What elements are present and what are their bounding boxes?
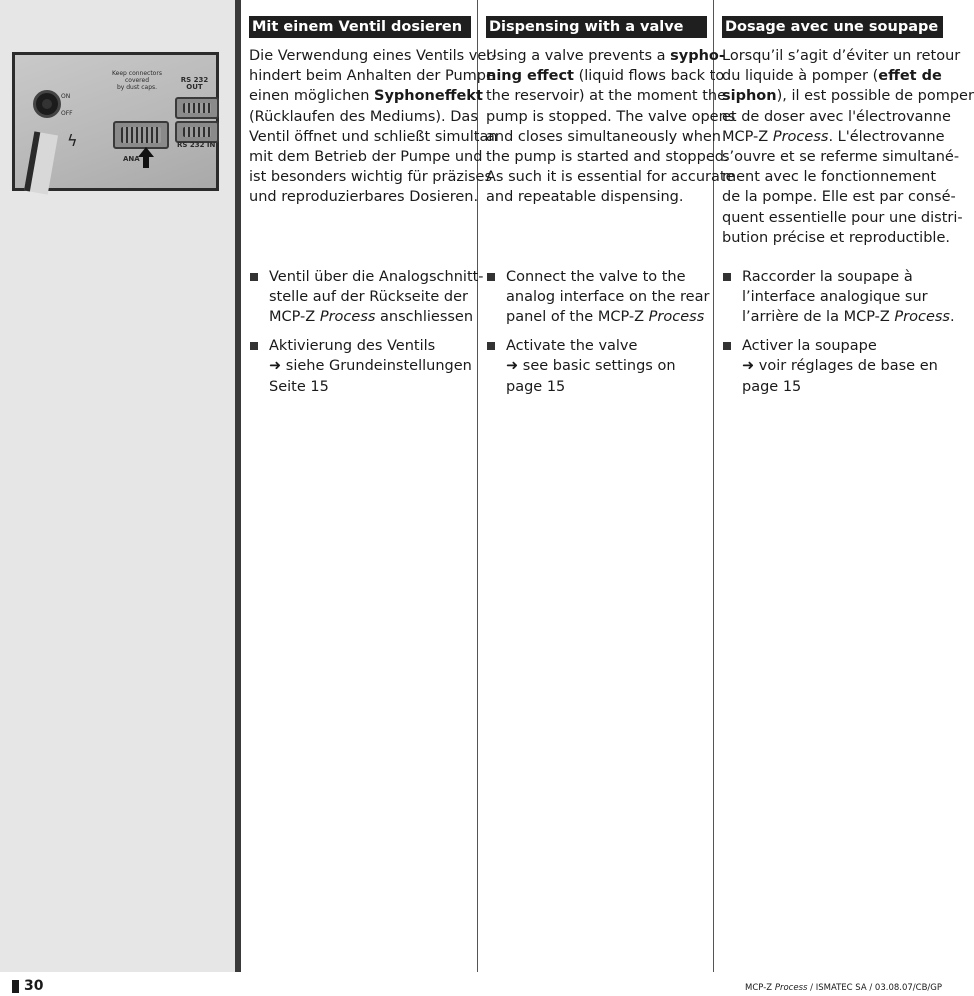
text-run: ment avec le fonctionnement bbox=[722, 169, 937, 186]
bullet-square-icon bbox=[487, 273, 495, 281]
bullet-text bbox=[742, 267, 955, 328]
paragraph-line bbox=[249, 187, 498, 207]
paragraph-line bbox=[486, 46, 735, 66]
text-run: pump is stopped. The valve opens bbox=[486, 108, 736, 125]
bullet-line bbox=[742, 307, 955, 327]
paragraph-line bbox=[249, 127, 498, 147]
bullet-square-icon bbox=[250, 273, 258, 281]
text-run: voir réglages de base en bbox=[754, 358, 938, 375]
paragraph-en bbox=[486, 46, 735, 208]
bullet-line bbox=[269, 377, 472, 397]
bullet-line bbox=[742, 377, 938, 397]
text-run: Die Verwendung eines Ventils ver- bbox=[249, 48, 497, 64]
text-run: the reservoir) at the moment the bbox=[486, 88, 727, 105]
italic-term: Process bbox=[648, 309, 705, 326]
text-run: quent essentielle pour une distri- bbox=[722, 209, 963, 226]
text-run: MCP-Z bbox=[269, 309, 320, 326]
text-run: the pump is started and stopped. bbox=[486, 149, 729, 166]
bullet-text bbox=[506, 336, 676, 397]
bullet-text bbox=[742, 336, 938, 397]
italic-term: Process bbox=[772, 128, 829, 145]
bullet-line bbox=[506, 287, 709, 307]
paragraph-line bbox=[486, 86, 735, 106]
text-run: ), il est possible de pomper bbox=[776, 88, 974, 105]
bullet-line bbox=[269, 356, 472, 376]
power-cable-icon bbox=[24, 131, 58, 194]
text-run: Connect the valve to the bbox=[506, 269, 686, 285]
arrow-right-icon: ➜ bbox=[742, 358, 755, 375]
text-run: l’interface analogique sur bbox=[742, 289, 928, 306]
bullet-line bbox=[506, 307, 709, 327]
text-run: page 15 bbox=[742, 378, 802, 395]
footer-reference bbox=[745, 983, 942, 993]
footer-meta: / ISMATEC SA / 03.08.07/CB/GP bbox=[807, 983, 942, 993]
text-run: du liquide à pomper ( bbox=[722, 68, 879, 85]
bullet-line bbox=[269, 267, 484, 287]
text-run: (Rücklaufen des Mediums). Das bbox=[249, 108, 478, 125]
text-run: ist besonders wichtig für präzises bbox=[249, 169, 493, 186]
text-run: Ventil öffnet und schließt simultan bbox=[249, 128, 498, 145]
photo-keep-connectors-label: Keep connectors covered by dust caps. bbox=[112, 70, 162, 91]
paragraph-line bbox=[722, 228, 974, 248]
bullet-text bbox=[506, 267, 709, 328]
text-run: einen möglichen bbox=[249, 88, 374, 105]
paragraph-line bbox=[722, 187, 974, 207]
paragraph-line bbox=[249, 147, 498, 167]
bullet-square-icon bbox=[723, 273, 731, 281]
bullet-line bbox=[742, 356, 938, 376]
analog-connector-icon bbox=[113, 121, 169, 149]
bullet-line bbox=[269, 336, 472, 356]
bullet-square-icon bbox=[250, 342, 258, 350]
rs232-in-connector-icon bbox=[175, 121, 219, 143]
paragraph-line bbox=[249, 66, 498, 86]
bold-term: sypho- bbox=[670, 48, 725, 64]
paragraph-line bbox=[486, 107, 735, 127]
bold-term: effet de bbox=[878, 68, 942, 85]
paragraph-line bbox=[249, 86, 498, 106]
page-number: 30 bbox=[24, 978, 44, 994]
text-run: siehe Grundeinstellungen bbox=[281, 358, 472, 375]
photo-on-label: ON bbox=[61, 93, 71, 100]
paragraph-line bbox=[722, 127, 974, 147]
text-run: stelle auf der Rückseite der bbox=[269, 289, 469, 306]
bullet-text bbox=[269, 267, 484, 328]
text-run: mit dem Betrieb der Pumpe und bbox=[249, 149, 483, 166]
text-run: Aktivierung des Ventils bbox=[269, 338, 436, 355]
text-run: de la pompe. Elle est par consé- bbox=[722, 189, 956, 206]
arrow-right-icon: ➜ bbox=[506, 358, 519, 375]
column-divider-thick bbox=[235, 0, 241, 972]
text-run: und reproduzierbares Dosieren. bbox=[249, 189, 479, 206]
text-run: analog interface on the rear bbox=[506, 289, 710, 306]
paragraph-line bbox=[722, 86, 974, 106]
bullet-line bbox=[506, 377, 676, 397]
column-heading-fr: Dosage avec une soupape bbox=[722, 16, 943, 38]
lightning-icon: ϟ bbox=[67, 131, 78, 150]
bullet-line bbox=[742, 267, 955, 287]
text-run: As such it is essential for accurate bbox=[486, 169, 735, 186]
page-marker bbox=[12, 980, 19, 993]
bullet-line bbox=[269, 287, 484, 307]
photo-rs232-out-label: RS 232 OUT bbox=[180, 76, 209, 91]
footer-product: MCP-Z bbox=[745, 983, 775, 993]
bold-term: Syphoneffekt bbox=[374, 88, 483, 105]
text-run: et de doser avec l'électrovanne bbox=[722, 108, 951, 125]
bold-term: ning effect bbox=[486, 68, 574, 85]
paragraph-line bbox=[722, 147, 974, 167]
paragraph-line bbox=[722, 208, 974, 228]
text-run: and repeatable dispensing. bbox=[486, 189, 684, 206]
paragraph-line bbox=[249, 46, 498, 66]
bullet-text bbox=[269, 336, 472, 397]
italic-term: Process bbox=[319, 309, 376, 326]
bullet-line bbox=[506, 336, 676, 356]
bullet-line bbox=[506, 267, 709, 287]
photo-analog-label: ANA bbox=[123, 155, 140, 163]
photo-off-label: OFF bbox=[61, 110, 73, 117]
text-run: Ventil über die Analogschnitt- bbox=[269, 269, 484, 285]
bullet-square-icon bbox=[487, 342, 495, 350]
paragraph-line bbox=[722, 46, 974, 66]
paragraph-line bbox=[249, 167, 498, 187]
paragraph-line bbox=[486, 127, 735, 147]
photo-rs232-in-label: RS 232 IN bbox=[177, 141, 216, 149]
rs232-out-connector-icon bbox=[175, 97, 219, 119]
bullet-line bbox=[742, 287, 955, 307]
column-heading-de: Mit einem Ventil dosieren bbox=[249, 16, 471, 38]
text-run: s’ouvre et se referme simultané- bbox=[722, 149, 960, 166]
text-run: hindert beim Anhalten der Pumpe bbox=[249, 68, 495, 85]
text-run: Using a valve prevents a bbox=[486, 48, 671, 64]
rear-panel-photo bbox=[12, 52, 219, 191]
footer-product-italic: Process bbox=[774, 983, 808, 993]
column-heading-en: Dispensing with a valve bbox=[486, 16, 707, 38]
paragraph-fr bbox=[722, 46, 974, 248]
bullet-line bbox=[506, 356, 676, 376]
paragraph-line bbox=[486, 187, 735, 207]
text-run: MCP-Z bbox=[722, 128, 773, 145]
paragraph-de bbox=[249, 46, 498, 208]
text-run: (liquid flows back to bbox=[573, 68, 725, 85]
italic-term: Process bbox=[894, 309, 950, 326]
text-run: bution précise et reproductible. bbox=[722, 229, 950, 246]
text-run: see basic settings on bbox=[518, 358, 676, 375]
bullet-line bbox=[269, 307, 484, 327]
text-run: Activer la soupape bbox=[742, 338, 877, 355]
paragraph-line bbox=[722, 167, 974, 187]
text-run: Lorsqu’il s’agit d’éviter un retour bbox=[722, 48, 961, 64]
paragraph-line bbox=[486, 66, 735, 86]
bold-term: siphon bbox=[722, 88, 777, 105]
text-run: . L'électrovanne bbox=[828, 128, 945, 145]
power-switch-icon bbox=[33, 90, 61, 118]
arrow-up-icon-stem bbox=[143, 156, 149, 168]
paragraph-line bbox=[722, 66, 974, 86]
text-run: page 15 bbox=[506, 378, 566, 395]
text-run: Raccorder la soupape à bbox=[742, 269, 913, 285]
paragraph-line bbox=[486, 147, 735, 167]
text-run: and closes simultaneously when bbox=[486, 128, 722, 145]
text-run: Seite 15 bbox=[269, 378, 329, 395]
text-run: anschliessen bbox=[375, 309, 474, 326]
paragraph-line bbox=[249, 107, 498, 127]
text-run: l’arrière de la MCP-Z bbox=[742, 309, 895, 326]
bullet-square-icon bbox=[723, 342, 731, 350]
paragraph-line bbox=[722, 107, 974, 127]
text-run: panel of the MCP-Z bbox=[506, 309, 649, 326]
paragraph-line bbox=[486, 167, 735, 187]
bullet-line bbox=[742, 336, 938, 356]
arrow-right-icon: ➜ bbox=[269, 358, 282, 375]
text-run: . bbox=[950, 309, 955, 326]
text-run: Activate the valve bbox=[506, 338, 638, 355]
